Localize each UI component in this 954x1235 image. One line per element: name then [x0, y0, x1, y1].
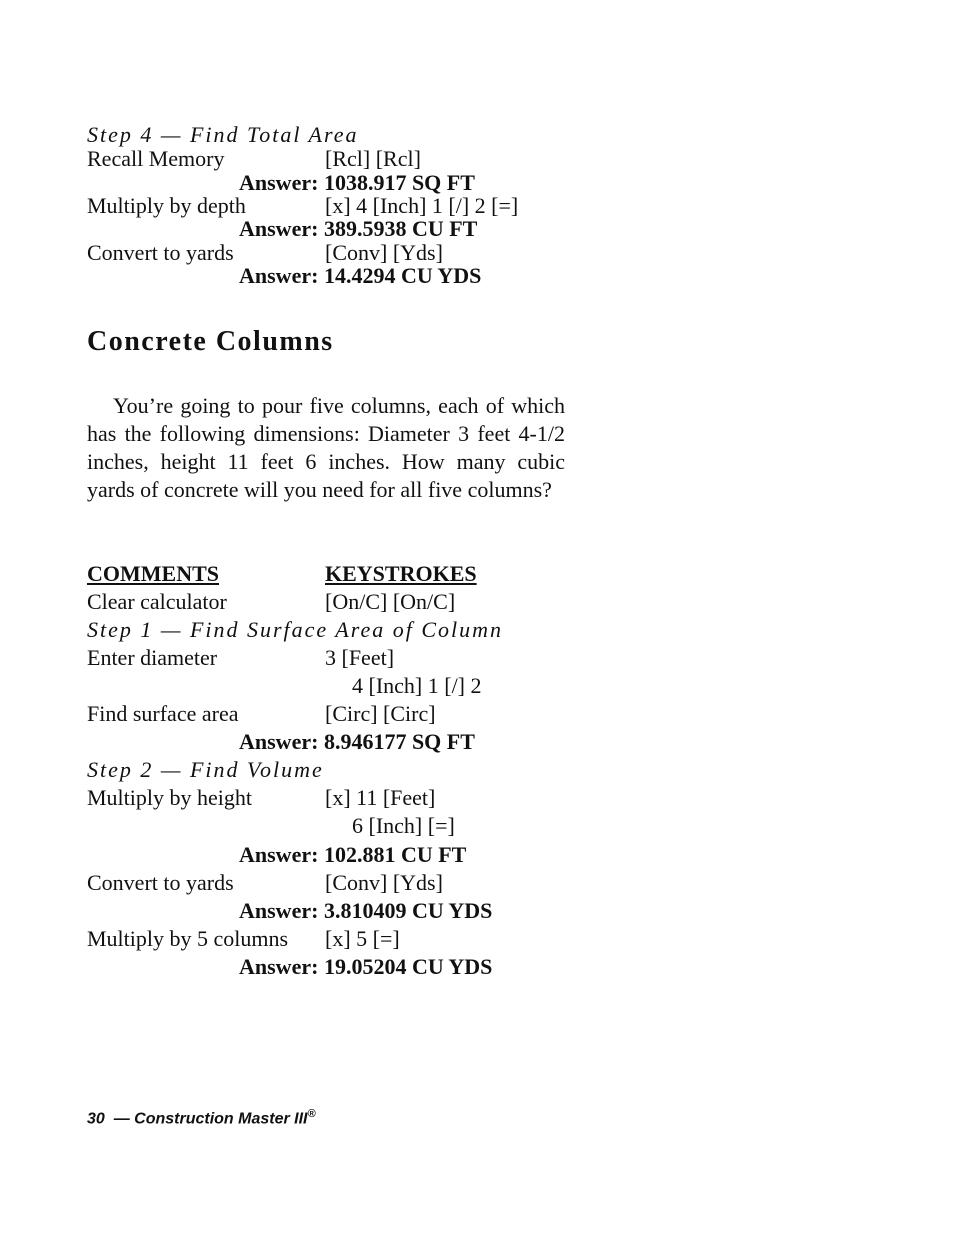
- section-title: Concrete Columns: [87, 326, 334, 357]
- page-number: 30: [87, 1110, 105, 1128]
- answer-text: [239, 729, 475, 755]
- answer-label: Answer:: [239, 216, 319, 241]
- answer-label: Answer:: [239, 954, 319, 979]
- keystroke-text: [Conv] [Yds]: [325, 240, 443, 265]
- comment-text: Clear calculator: [87, 589, 227, 614]
- answer-text: [239, 954, 492, 980]
- answer-text: [239, 842, 466, 868]
- footer-title: — Construction Master III: [113, 1110, 308, 1128]
- answer-value: 8.946177 SQ FT: [323, 729, 475, 754]
- answer-text: [239, 263, 481, 289]
- keystroke-text: [x] 4 [Inch] 1 [/] 2 [=]: [325, 193, 519, 218]
- page-footer: [87, 1108, 316, 1128]
- keystroke-text: [Conv] [Yds]: [325, 870, 443, 895]
- keystroke-text: 6 [Inch] [=]: [352, 813, 455, 838]
- answer-label: Answer:: [239, 729, 319, 754]
- comment-text: Convert to yards: [87, 870, 234, 895]
- answer-text: [239, 216, 477, 242]
- comment-text: Multiply by 5 columns: [87, 926, 289, 951]
- keystroke-text: [On/C] [On/C]: [325, 589, 456, 614]
- answer-value: 14.4294 CU YDS: [323, 263, 482, 288]
- comment-text: Recall Memory: [87, 146, 225, 171]
- answer-label: Answer:: [239, 263, 319, 288]
- step-label: Step 4 — Find Total Area: [87, 122, 359, 147]
- answer-value: 389.5938 CU FT: [323, 216, 478, 241]
- answer-text: [239, 898, 492, 924]
- keystroke-text: 4 [Inch] 1 [/] 2: [352, 673, 482, 698]
- comment-text: Convert to yards: [87, 240, 234, 265]
- step-label: Step 1 — Find Surface Area of Column: [87, 617, 504, 642]
- answer-label: Answer:: [239, 842, 319, 867]
- answer-label: Answer:: [239, 898, 319, 923]
- keystroke-text: [x] 5 [=]: [325, 926, 400, 951]
- comments-header: COMMENTS: [87, 561, 219, 586]
- keystroke-text: 3 [Feet]: [325, 645, 395, 670]
- answer-value: 1038.917 SQ FT: [323, 170, 475, 195]
- step-label: Step 2 — Find Volume: [87, 757, 324, 782]
- keystroke-text: [Rcl] [Rcl]: [325, 146, 421, 171]
- comment-text: Multiply by height: [87, 785, 252, 810]
- comment-text: Multiply by depth: [87, 193, 246, 218]
- answer-label: Answer:: [239, 170, 319, 195]
- answer-value: 3.810409 CU YDS: [323, 898, 493, 923]
- keystroke-text: [x] 11 [Feet]: [325, 785, 436, 810]
- keystrokes-header: KEYSTROKES: [325, 561, 477, 586]
- comment-text: Enter diameter: [87, 645, 218, 670]
- answer-value: 102.881 CU FT: [323, 842, 467, 867]
- answer-value: 19.05204 CU YDS: [323, 954, 493, 979]
- registered-mark: ®: [307, 1108, 316, 1120]
- keystroke-text: [Circ] [Circ]: [325, 701, 436, 726]
- comment-text: Find surface area: [87, 701, 239, 726]
- problem-paragraph: You’re going to pour five columns, each of which has the following dimensions: Diameter 3 feet 4-1/2 inches, height 11 feet 6 inches. How many cubic yards of concrete will you need for all five columns?: [87, 393, 565, 502]
